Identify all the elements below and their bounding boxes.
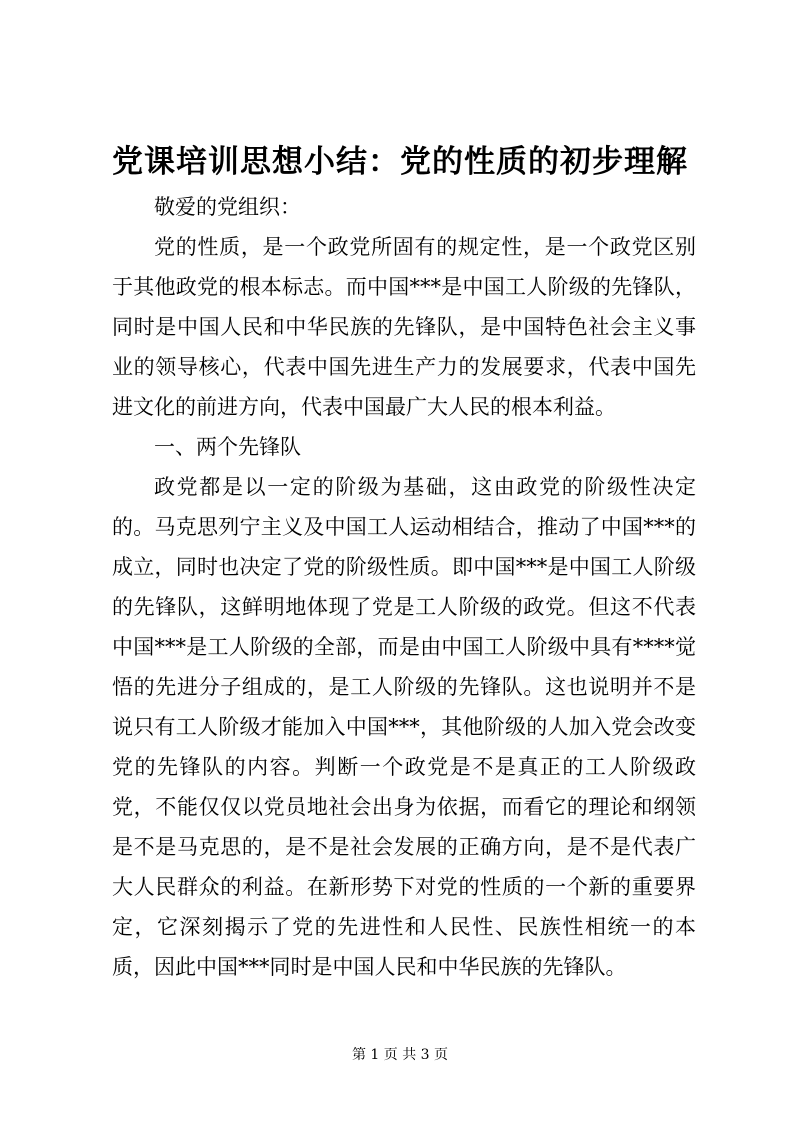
salutation: 敬爱的党组织： bbox=[154, 195, 301, 219]
section-heading-two-vanguards: 一、两个先锋队 bbox=[154, 435, 301, 459]
paragraph-class-basis: 政党都是以一定的阶级为基础，这由政党的阶级性决定的。马克思列宁主义及中国工人运动相结合，推动了中国***的成立，同时也决定了党的阶级性质。即中国***是中国工人阶级的先锋队，这鲜明地体现了党是工人阶级的政党。但这不代表中国***是工人阶级的全部，而是由中国工人阶级中具有****觉悟的先进分子组成的，是工人阶级的先锋队。这也说明并不是说只有工人阶级才能加入中国***，其他阶级的人加入党会改变党的先锋队的内容。判断一个政党是不是真正的工人阶级政党，不能仅仅以党员地社会出身为依据，而看它的理论和纲领是不是马克思的，是不是社会发展的正确方向，是不是代表广大人民群众的利益。在新形势下对党的性质的一个新的重要界定，它深刻揭示了党的先进性和人民性、民族性相统一的本质，因此中国***同时是中国人民和中华民族的先锋队。 bbox=[112, 475, 696, 979]
document-title: 党课培训思想小结：党的性质的初步理解 bbox=[112, 144, 688, 180]
page-footer: 第 1 页 共 3 页 bbox=[351, 1047, 449, 1063]
paragraph-nature-of-party: 党的性质，是一个政党所固有的规定性，是一个政党区别于其他政党的根本标志。而中国***是中国工人阶级的先锋队，同时是中国人民和中华民族的先锋队，是中国特色社会主义事业的领导核心，代表中国先进生产力的发展要求，代表中国先进文化的前进方向，代表中国最广大人民的根本利益。 bbox=[112, 235, 696, 419]
document-body bbox=[112, 187, 696, 987]
